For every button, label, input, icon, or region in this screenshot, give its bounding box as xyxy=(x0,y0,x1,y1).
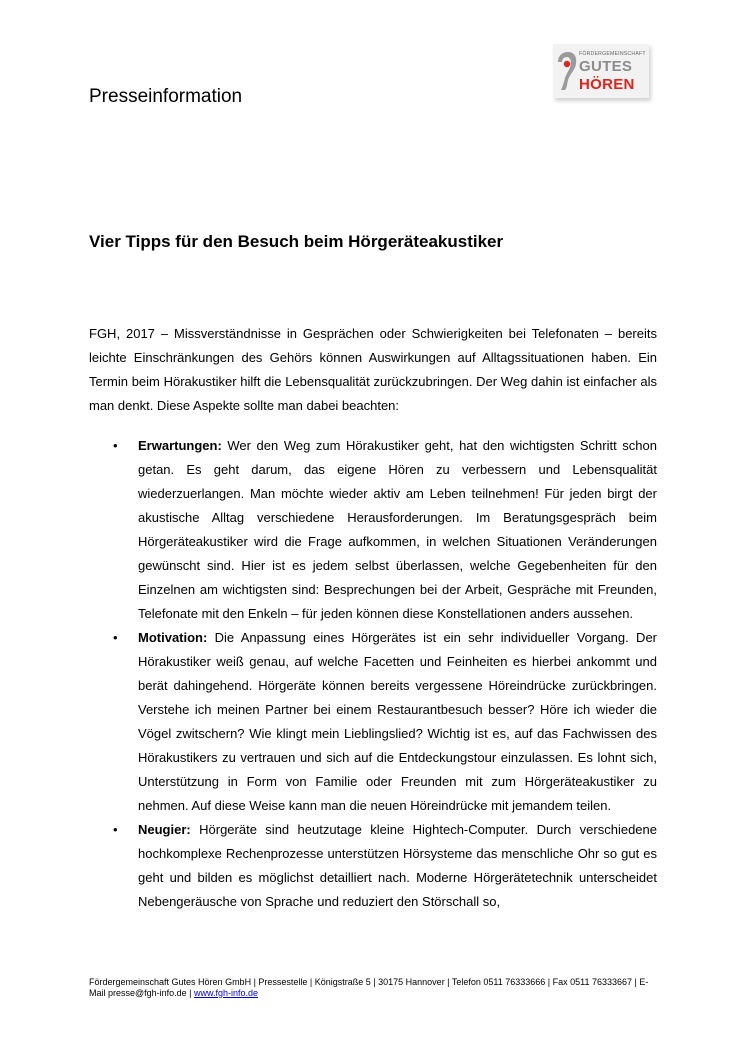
footer-website-link[interactable]: www.fgh-info.de xyxy=(194,988,259,998)
logo-small-text: FÖRDERGEMEINSCHAFT xyxy=(579,51,646,57)
bullet-text: Hörgeräte sind heutzutage kleine Hightech-Computer. Durch verschiedene hochkomplexe Rechenprozesse unterstützen Hörsysteme das menschliche Ohr so gut es geht und bilden es möglichst detailliert nach. Moderne Hörgerätetechnik unterscheidet Nebengeräusche von Sprache und reduziert den Störschall so, xyxy=(138,822,657,909)
logo-line-gutes: GUTES xyxy=(579,58,633,75)
list-item xyxy=(89,626,657,818)
intro-paragraph: FGH, 2017 – Missverständnisse in Gesprächen oder Schwierigkeiten bei Telefonaten – bereits leichte Einschränkungen des Gehörs können Auswirkungen auf Alltagssituationen haben. Ein Termin beim Hörakustiker hilft die Lebensqualität zurückzubringen. Der Weg dahin ist einfacher als man denkt. Diese Aspekte sollte man dabei beachten: xyxy=(89,326,657,413)
tips-list xyxy=(89,434,657,914)
bullet-lead: Erwartungen: xyxy=(138,438,222,453)
bullet-icon: • xyxy=(113,438,118,453)
bullet-text: Wer den Weg zum Hörakustiker geht, hat den wichtigsten Schritt schon getan. Es geht darum, das eigene Hören zu verbessern und Lebensqualität wiederzuerlangen. Man möchte wieder aktiv am Leben teilnehmen! Für jeden birgt der akustische Alltag verschiedene Herausforderungen. Im Beratungsgespräch beim Hörgeräteakustiker wird die Frage aufkommen, in welchen Situationen Veränderungen gewünscht sind. Hier ist es jedem selbst überlassen, welche Gegebenheiten für den Einzelnen am wichtigsten sind: Besprechungen bei der Arbeit, Gespräche mit Freunden, Telefonate mit den Enkeln – für jeden können diese Konstellationen anders aussehen. xyxy=(138,438,657,621)
list-item xyxy=(89,818,657,914)
footer xyxy=(89,977,657,999)
bullet-lead: Neugier: xyxy=(138,822,191,837)
ear-logo-icon xyxy=(558,50,578,92)
bullet-text: Die Anpassung eines Hörgerätes ist ein sehr individueller Vorgang. Der Hörakustiker weiß genau, auf welche Facetten und Feinheiten es hierbei ankommt und berät dahingehend. Hörgeräte können bereits vergessene Höreindrücke zurückbringen. Verstehe ich meinen Partner bei einem Restaurantbesuch besser? Höre ich wieder die Vögel zwitschern? Wie klingt mein Lieblingslied? Wichtig ist es, auf das Fachwissen des Hörakustikers zu vertrauen und sich auf die Entdeckungstour einzulassen. Es lohnt sich, Unterstützung in Form von Familie oder Freunden mit zum Hörgeräteakustiker zu nehmen. Auf diese Weise kann man die neuen Höreindrücke mit jemandem teilen. xyxy=(138,630,657,813)
bullet-icon: • xyxy=(113,822,118,837)
gutes-hoeren-logo xyxy=(553,44,649,98)
header-title: Presseinformation xyxy=(89,86,243,107)
footer-text: Fördergemeinschaft Gutes Hören GmbH | Pressestelle | Königstraße 5 | 30175 Hannover | Telefon 0511 76333666 | Fax 0511 76333667 | E-Mail presse@fgh-info.de | xyxy=(89,977,649,998)
document-title: Vier Tipps für den Besuch beim Hörgeräteakustiker xyxy=(89,232,504,251)
bullet-icon: • xyxy=(113,630,118,645)
logo-line-hoeren: HÖREN xyxy=(579,76,635,93)
bullet-lead: Motivation: xyxy=(138,630,208,645)
list-item xyxy=(89,434,657,626)
